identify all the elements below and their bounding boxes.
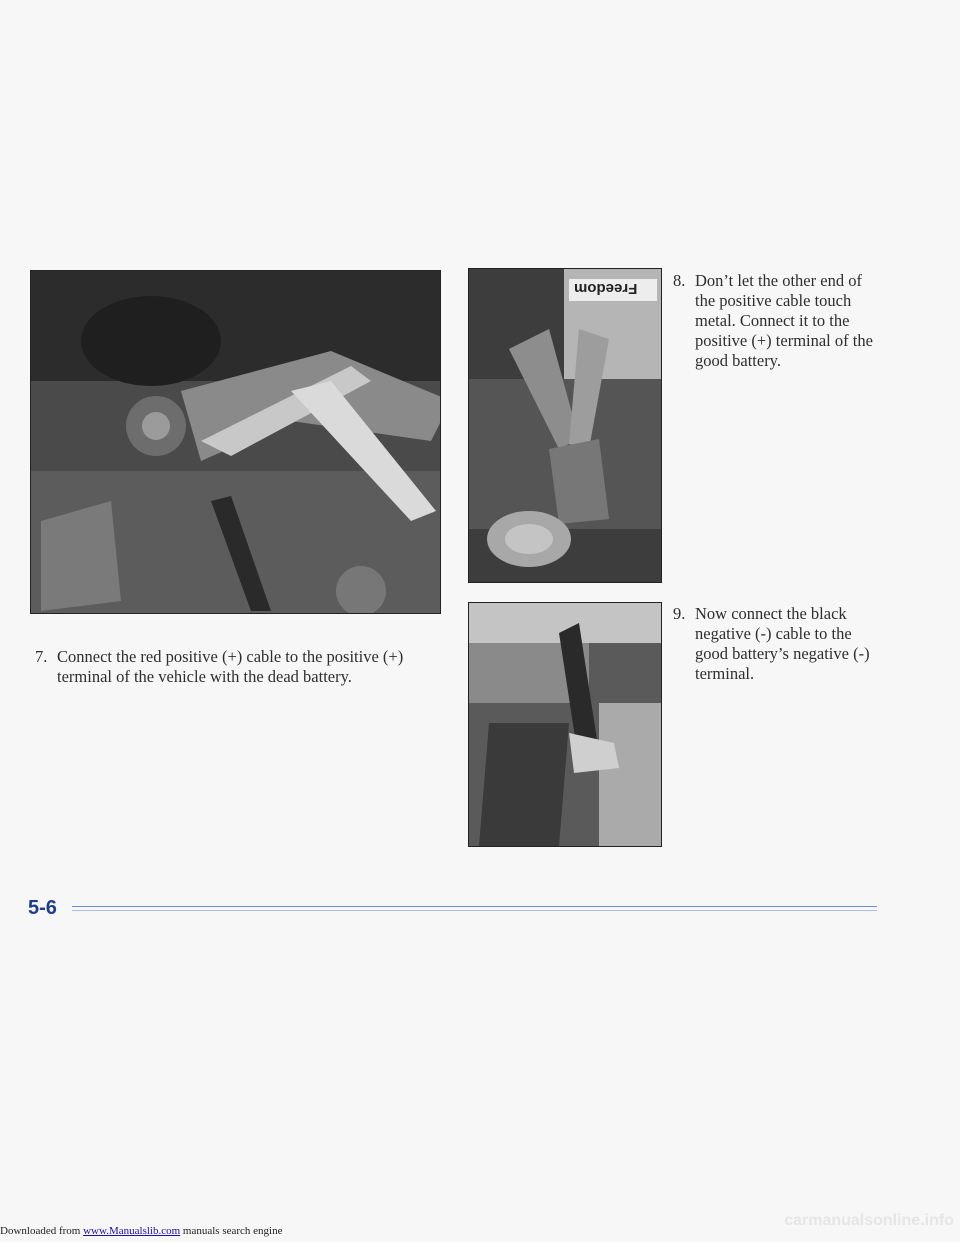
engine-terminal-photo: [30, 270, 441, 614]
footer-rule-top: [72, 906, 877, 907]
step-number: 8.: [673, 271, 686, 290]
good-battery-negative-photo: [468, 602, 662, 847]
watermark: carmanualsonline.info: [784, 1212, 954, 1229]
footer-suffix: manuals search engine: [180, 1225, 283, 1237]
footer-prefix: Downloaded from: [0, 1225, 84, 1237]
download-footer: [0, 1225, 282, 1237]
step-text: Don’t let the other end of the positive cable touch metal. Connect it to the positive (+) terminal of the good battery.: [695, 271, 873, 370]
step-9: [673, 604, 873, 684]
good-battery-positive-photo: [468, 268, 662, 583]
footer-rule-bottom: [72, 910, 877, 911]
step-number: 9.: [673, 604, 686, 623]
step-number: 7.: [35, 647, 48, 666]
step-7: [35, 647, 455, 687]
step-8: [673, 271, 873, 371]
step-text: Connect the red positive (+) cable to the positive (+) terminal of the vehicle with the dead battery.: [57, 647, 404, 686]
step-text: Now connect the black negative (-) cable to the good battery’s negative (-) terminal.: [695, 604, 870, 683]
page-number: 5-6: [28, 897, 57, 919]
battery-brand-label: Freedom: [574, 280, 638, 297]
manualslib-link[interactable]: www.Manualslib.com: [83, 1225, 181, 1237]
